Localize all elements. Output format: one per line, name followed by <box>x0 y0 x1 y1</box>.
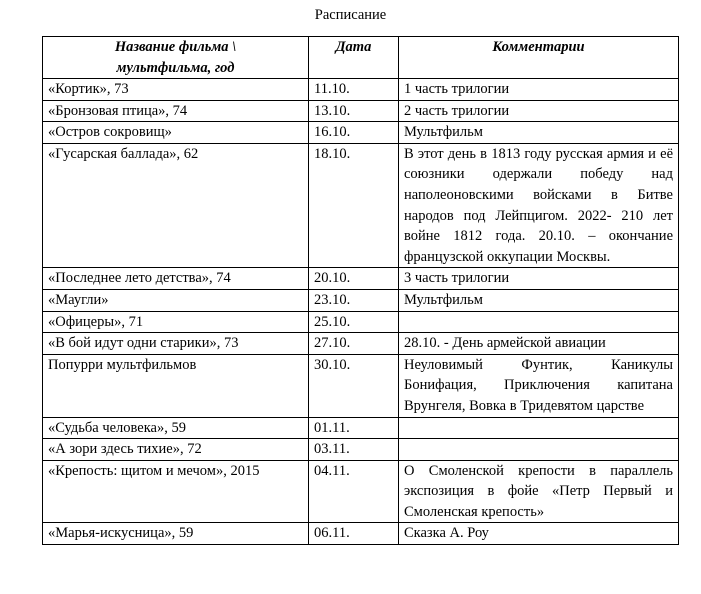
table-row <box>43 523 679 545</box>
film-cell: «Судьба человека», 59 <box>43 417 309 439</box>
film-cell: «Остров сокровищ» <box>43 122 309 144</box>
film-cell: «Последнее лето детства», 74 <box>43 268 309 290</box>
date-cell: 01.11. <box>309 417 399 439</box>
table-row <box>43 311 679 333</box>
header-date: Дата <box>309 37 399 79</box>
film-cell: «Гусарская баллада», 62 <box>43 143 309 268</box>
comment-cell <box>399 417 679 439</box>
table-row <box>43 268 679 290</box>
film-cell: «В бой идут одни старики», 73 <box>43 333 309 355</box>
date-cell: 16.10. <box>309 122 399 144</box>
schedule-table <box>42 36 679 545</box>
date-cell: 23.10. <box>309 289 399 311</box>
comment-cell: 28.10. - День армейской авиации <box>399 333 679 355</box>
table-row <box>43 417 679 439</box>
table-header-row <box>43 37 679 79</box>
comment-cell <box>399 439 679 461</box>
date-cell: 11.10. <box>309 79 399 101</box>
comment-cell: Мультфильм <box>399 122 679 144</box>
film-cell: «Крепость: щитом и мечом», 2015 <box>43 460 309 523</box>
date-cell: 04.11. <box>309 460 399 523</box>
header-film: Название фильма \ мультфильма, год <box>43 37 309 79</box>
film-cell: «Бронзовая птица», 74 <box>43 100 309 122</box>
comment-cell: Сказка А. Роу <box>399 523 679 545</box>
comment-cell: 3 часть трилогии <box>399 268 679 290</box>
table-row <box>43 289 679 311</box>
table-row <box>43 79 679 101</box>
comment-cell: Неуловимый Фунтик, Каникулы Бонифация, Приключения капитана Врунгеля, Вовка в Тридевятом царстве <box>399 354 679 417</box>
table-row <box>43 439 679 461</box>
film-cell: «Офицеры», 71 <box>43 311 309 333</box>
table-row <box>43 100 679 122</box>
comment-cell: В этот день в 1813 году русская армия и её союзники одержали победу над наполеоновскими войсками в Битве народов под Лейпцигом. 2022- 210 лет войне 1812 года. 20.10. – окончание французской оккупации Москвы. <box>399 143 679 268</box>
film-cell: «Маугли» <box>43 289 309 311</box>
table-row <box>43 460 679 523</box>
comment-cell: 1 часть трилогии <box>399 79 679 101</box>
table-row <box>43 354 679 417</box>
comment-cell <box>399 311 679 333</box>
table-row <box>43 333 679 355</box>
header-comment: Комментарии <box>399 37 679 79</box>
film-cell: «А зори здесь тихие», 72 <box>43 439 309 461</box>
film-cell: «Кортик», 73 <box>43 79 309 101</box>
comment-cell: О Смоленской крепости в параллель экспозиция в фойе «Петр Первый и Смоленская крепость» <box>399 460 679 523</box>
date-cell: 20.10. <box>309 268 399 290</box>
date-cell: 18.10. <box>309 143 399 268</box>
date-cell: 13.10. <box>309 100 399 122</box>
table-row <box>43 122 679 144</box>
table-row <box>43 143 679 268</box>
document-title: Расписание <box>314 7 387 23</box>
comment-cell: 2 часть трилогии <box>399 100 679 122</box>
date-cell: 25.10. <box>309 311 399 333</box>
film-cell: «Марья-искусница», 59 <box>43 523 309 545</box>
film-cell: Попурри мультфильмов <box>43 354 309 417</box>
date-cell: 03.11. <box>309 439 399 461</box>
date-cell: 30.10. <box>309 354 399 417</box>
date-cell: 06.11. <box>309 523 399 545</box>
comment-cell: Мультфильм <box>399 289 679 311</box>
date-cell: 27.10. <box>309 333 399 355</box>
